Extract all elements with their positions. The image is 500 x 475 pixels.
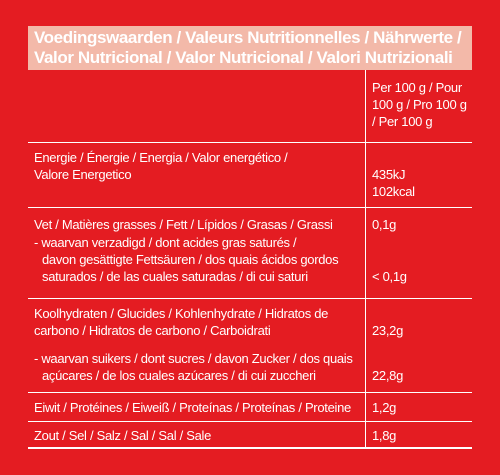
saturated-label-line-3: saturados / de las cuales saturadas / di cui saturi xyxy=(42,269,308,284)
per100-line-1: Per 100 g / Pour xyxy=(372,80,462,95)
energy-label-line-2: Valore Energetico xyxy=(34,167,132,182)
energy-kcal-value: 102kcal xyxy=(372,184,415,199)
carbs-value: 23,2g xyxy=(372,323,404,338)
table-bottom-border xyxy=(28,447,472,449)
protein-value: 1,2g xyxy=(372,400,397,415)
protein-label: Eiwit / Protéines / Eiweiß / Proteínas / Proteínas / Proteine xyxy=(34,400,351,415)
saturated-value: < 0,1g xyxy=(372,269,407,284)
fat-value: 0,1g xyxy=(372,217,397,232)
salt-value: 1,8g xyxy=(372,428,397,443)
table-header xyxy=(28,26,472,70)
row-divider xyxy=(28,142,472,143)
sugars-label-line-1: - waarvan suikers / dont sucres / davon Zucker / dos quais xyxy=(34,351,353,366)
sugars-value: 22,8g xyxy=(372,368,404,383)
saturated-label-line-1: - waarvan verzadigd / dont acides gras saturés / xyxy=(34,235,297,250)
energy-label-line-1: Energie / Énergie / Energia / Valor energético / xyxy=(34,150,288,165)
row-divider xyxy=(28,298,472,299)
row-divider xyxy=(28,207,472,208)
saturated-label-line-2: davon gesättigte Fettsäuren / dos quais ácidos gordos xyxy=(42,252,339,267)
energy-kj-value: 435kJ xyxy=(372,167,406,182)
row-divider xyxy=(28,421,472,422)
row-divider xyxy=(28,392,472,393)
salt-label: Zout / Sel / Salz / Sal / Sal / Sale xyxy=(34,428,212,443)
header-title-line-1: Voedingswaarden / Valeurs Nutritionnelles / Nährwerte / xyxy=(34,28,462,47)
fat-label: Vet / Matières grasses / Fett / Lípidos / Grasas / Grassi xyxy=(34,217,333,232)
sugars-label-line-2: açúcares / de los cuales azúcares / di cui zuccheri xyxy=(42,368,316,383)
carbs-label-line-1: Koolhydraten / Glucides / Kohlenhydrate / Hidratos de xyxy=(34,306,329,321)
carbs-label-line-2: carbono / Hidratos de carbono / Carboidrati xyxy=(34,323,271,338)
per100-line-2: 100 g / Pro 100 g xyxy=(372,97,467,112)
header-title-line-2: Valor Nutricional / Valor Nutricional / Valori Nutrizionali xyxy=(34,48,453,67)
per100-line-3: / Per 100 g xyxy=(372,114,433,129)
